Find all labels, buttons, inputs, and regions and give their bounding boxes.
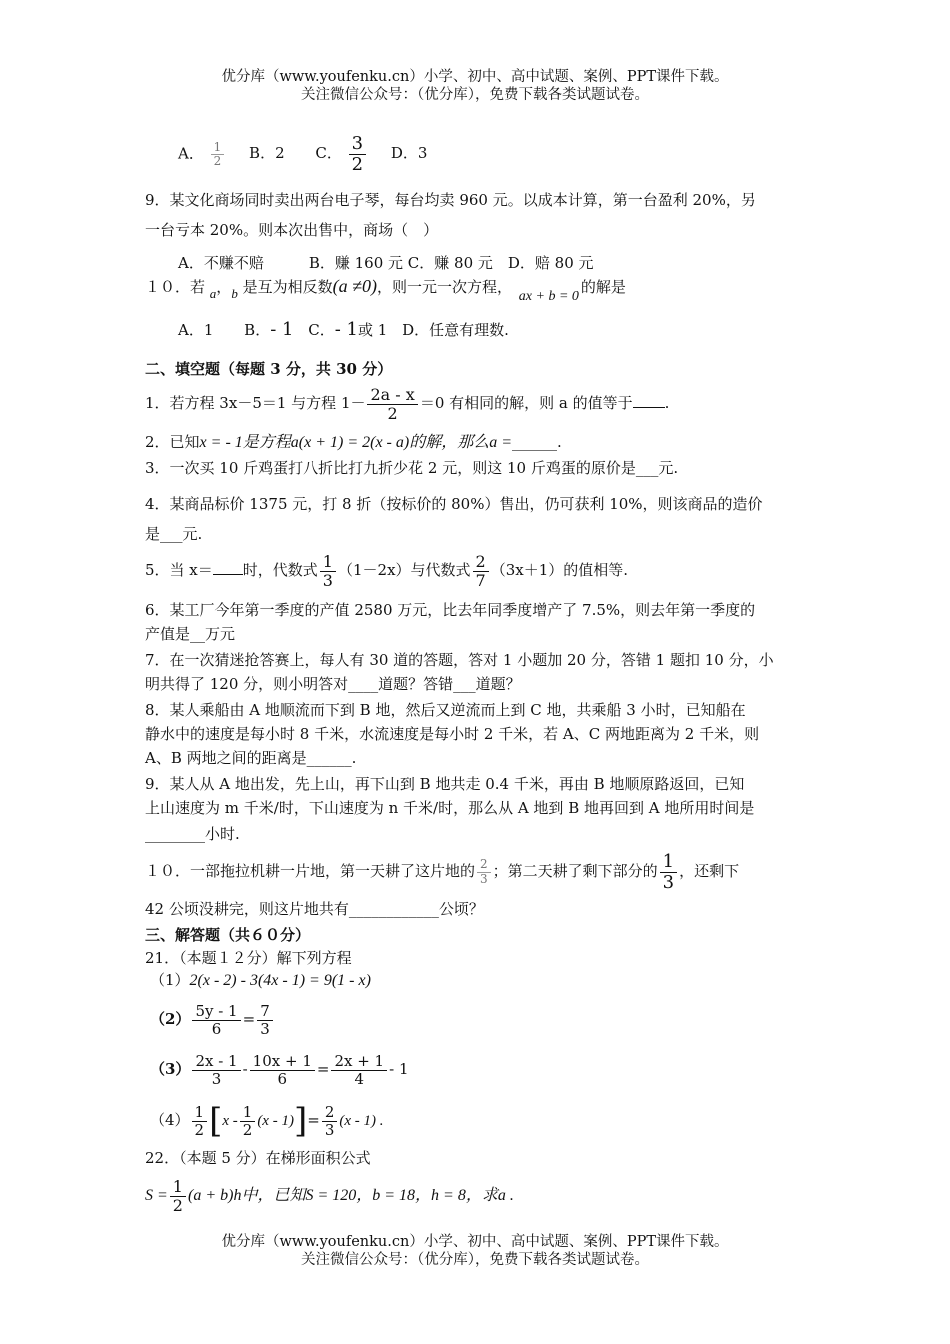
fill-q5 (145, 546, 810, 594)
q9-line-1: 9．某文化商场同时卖出两台电子琴，每台均卖 960 元。以成本计算，第一台盈利 20%，另 (145, 191, 756, 209)
q21-part-4-tail: (x - 1) . (339, 1113, 384, 1129)
q10-condition: (a ≠0) (332, 276, 377, 296)
q21-part-3-op-1: - (242, 1060, 248, 1078)
q21-part-4 (150, 1096, 815, 1145)
q21-part-3-fraction-2 (250, 1053, 315, 1087)
q21-part-4-denominator-1: 2 (194, 1120, 205, 1139)
q10-option-b-label: B． (244, 321, 271, 339)
fill-q7-line-2: 明共得了 120 分，则小明答对____道题？答错___道题？ (145, 675, 521, 693)
fill-q1-fraction (367, 386, 417, 422)
q10-mid2: ，则一元一次方程， (376, 278, 512, 296)
fill-q5-mid2: （1－2x）与代数式 (337, 561, 471, 579)
q10-var-b: b (231, 286, 238, 301)
footer-line-2: 关注微信公众号：（优分库），免费下载各类试题试卷。 (301, 1252, 649, 1268)
q8-c-denominator: 2 (351, 153, 364, 175)
fill-q10-line-2: 42 公顷没耕完，则这片地共有____________公顷？ (145, 900, 484, 918)
fill-q5-fraction-2 (473, 553, 489, 589)
q21-part-4-label: （4） (150, 1111, 190, 1129)
fill-q5-blank (213, 574, 243, 575)
fill-q3: 3．一次买 10 斤鸡蛋打八折比打九折少花 2 元，则这 10 斤鸡蛋的原价是___元. (145, 459, 679, 477)
fill-q5-numerator-1: 1 (320, 553, 336, 572)
q21-part-3-denominator-2: 6 (277, 1069, 288, 1088)
fill-q2-pre: 2．已知 (145, 433, 200, 451)
q21-part-4-fraction-2 (240, 1104, 256, 1138)
q21-part-4-fraction-3 (322, 1104, 338, 1138)
q21-title: 21．（本题１２分）解下列方程 (145, 949, 352, 967)
fill-q1-denominator: 2 (387, 403, 398, 423)
q21-part-3 (150, 1046, 815, 1092)
fill-q10-fraction-2 (660, 852, 677, 893)
q8-option-a-label: A． (178, 144, 204, 163)
q22-formula-post: (a + b)h中，已知S = 120，b = 18，h = 8，求a . (187, 1187, 514, 1204)
left-bracket-icon: [ (209, 1101, 223, 1141)
q9-line-2: 一台亏本 20%。则本次出售中，商场（ ） (145, 221, 439, 239)
q21-part-1-label: （1） (150, 971, 190, 989)
q21-part-3-denominator-3: 4 (354, 1069, 365, 1088)
q21-part-3-op-2: = (316, 1060, 330, 1078)
q8-option-d: D．3 (390, 144, 428, 163)
q21-part-3-numerator-3: 2x + 1 (331, 1053, 387, 1071)
q8-option-b: B．2 (249, 144, 285, 163)
fill-q6-line-1: 6．某工厂今年第一季度的产值 2580 万元，比去年同季度增产了 7.5%，则去年第一季度的 (145, 601, 756, 619)
q8-option-c-fraction (349, 134, 366, 175)
fill-q5-denominator-1: 3 (322, 570, 333, 590)
footer-line-1: 优分库（www.youfenku.cn）小学、初中、高中试题、案例、PPT课件下载。 (221, 1234, 729, 1250)
fill-q8-line-2: 静水中的速度是每小时 8 千米，水流速度是每小时 2 千米，若 A、C 两地距离为 2 千米，则 (145, 725, 760, 743)
fill-q10-numerator-2: 1 (660, 852, 677, 873)
q21-part-2-denominator-1: 6 (211, 1019, 222, 1038)
fill-q5-denominator-2: 7 (475, 570, 486, 590)
q21-part-3-denominator-1: 3 (211, 1069, 222, 1088)
fill-q10-mid: ；第二天耕了剩下部分的 (492, 862, 658, 880)
q10-var-a: a (209, 286, 217, 301)
fill-q8-line-1: 8．某人乘船由 A 地顺流而下到 B 地，然后又逆流而上到 C 地，共乘船 3 小时，已知船在 (145, 701, 746, 719)
q21-part-4-numerator-3: 2 (322, 1104, 338, 1122)
fill-q10-denominator-1: 3 (480, 871, 488, 886)
fill-q5-mid1: 时，代数式 (242, 561, 318, 579)
q9-options: A．不赚不赔 B．赚 160 元 C．赚 80 元 D．赔 80 元 (178, 254, 594, 272)
fill-q10-fraction-1 (477, 858, 491, 885)
fill-q10-post: ，还剩下 (679, 862, 740, 880)
fill-q8-line-3: A、B 两地之间的距离是______. (145, 749, 357, 767)
q21-part-4-inner-2: (x - 1) (257, 1113, 294, 1129)
fill-q5-fraction-1 (320, 553, 336, 589)
fill-q1 (145, 380, 810, 426)
fill-q1-pre: 1．若方程 3x－5＝1 与方程 1－ (145, 394, 366, 412)
q21-part-3-tail: - 1 (389, 1060, 409, 1078)
q21-part-2-numerator-1: 5y - 1 (192, 1003, 240, 1021)
fill-q1-numerator: 2a - x (367, 386, 417, 405)
q8-options (178, 134, 843, 175)
fill-q1-blank (633, 407, 665, 408)
q21-part-4-denominator-2: 2 (242, 1120, 253, 1139)
q21-part-2-fraction-2 (257, 1003, 273, 1037)
q8-option-c-label: C． (315, 144, 342, 163)
q10-option-c-suffix: 或 1 (358, 321, 388, 339)
fill-q2 (145, 432, 810, 453)
q10-stem (145, 274, 810, 304)
q10-equation: ax + b = 0 (518, 289, 579, 304)
fill-q4-line-2: 是___元. (145, 525, 203, 543)
q21-part-2-denominator-2: 3 (260, 1019, 270, 1038)
q21-part-4-numerator-1: 1 (192, 1104, 208, 1122)
q22-fraction (170, 1178, 186, 1214)
q10-suffix: 的解是 (580, 278, 626, 296)
q21-part-2-numerator-2: 7 (257, 1003, 273, 1021)
q21-part-3-label: （3） (150, 1060, 191, 1078)
q22-numerator: 1 (170, 1178, 186, 1197)
q8-a-numerator: 1 (211, 141, 225, 155)
header-line-2: 关注微信公众号：（优分库），免费下载各类试题试卷。 (301, 87, 649, 103)
fill-q9-line-1: 9．某人从 A 地出发，先上山，再下山到 B 地共走 0.4 千米，再由 B 地顺原路返回，已知 (145, 775, 745, 793)
q10-mid: 是互为相反数 (242, 278, 333, 296)
fill-q10-pre: １０．一部拖拉机耕一片地，第一天耕了这片地的 (145, 862, 476, 880)
fill-q5-numerator-2: 2 (473, 553, 489, 572)
q21-part-2-label: （2） (150, 1010, 191, 1028)
header-line-1: 优分库（www.youfenku.cn）小学、初中、高中试题、案例、PPT课件下载。 (221, 69, 729, 85)
fill-q5-pre: 5．当 x＝ (145, 561, 213, 579)
q21-part-2-eq: = (242, 1010, 256, 1028)
q10-prefix: １０．若 (145, 278, 206, 296)
q21-part-3-fraction-1 (192, 1053, 240, 1087)
q10-option-d: D．任意有理数. (402, 321, 509, 339)
q10-option-c-value: - 1 (334, 319, 358, 340)
q8-c-numerator: 3 (349, 134, 366, 155)
q21-part-1-equation: 2(x - 2) - 3(4x - 1) = 9(1 - x) (189, 972, 371, 989)
q22-title: 22．（本题 5 分）在梯形面积公式 (145, 1149, 371, 1167)
q10-sep: ， (216, 278, 232, 296)
fill-q2-math: x = - 1是方程a(x + 1) = 2(x - a)的解，那么a = (199, 434, 513, 451)
q22-formula-pre: S = (145, 1187, 168, 1204)
q10-options (178, 320, 843, 340)
fill-q10-denominator-2: 3 (662, 871, 675, 893)
q21-part-1 (150, 970, 815, 991)
section-3-title: 三、解答题（共６０分） (145, 926, 311, 944)
q21-part-4-eq: = (307, 1111, 320, 1129)
q22-denominator: 2 (172, 1195, 183, 1215)
fill-q10 (145, 848, 810, 894)
q10-option-b-value: - 1 (270, 319, 294, 340)
q21-part-4-denominator-3: 3 (324, 1120, 335, 1139)
q10-option-c-label: C． (308, 321, 335, 339)
q8-a-denominator: 2 (213, 153, 222, 168)
q10-option-a: A．1 (178, 321, 214, 339)
q21-part-4-inner: x - (222, 1113, 238, 1129)
q21-part-3-fraction-3 (331, 1053, 387, 1087)
q22-formula (145, 1172, 810, 1219)
fill-q4-line-1: 4．某商品标价 1375 元，打 8 折（按标价的 80%）售出，仍可获利 10%，则该商品的造价 (145, 495, 763, 513)
q21-part-2-fraction-1 (192, 1003, 240, 1037)
fill-q6-line-2: 产值是__万元 (145, 625, 236, 643)
fill-q9-line-2: 上山速度为 m 千米/时，下山速度为 n 千米/时，那么从 A 地到 B 地再回到 A 地所用时间是 (145, 799, 755, 817)
fill-q2-blank: ______ (512, 433, 558, 451)
fill-q2-end: . (557, 433, 562, 451)
right-bracket-icon: ] (293, 1101, 308, 1141)
fill-q5-post: （3x＋1）的值相等. (490, 561, 629, 579)
fill-q7-line-1: 7．在一次猜迷抢答赛上，每人有 30 道的答题，答对 1 小题加 20 分，答错 1 题扣 10 分，小 (145, 651, 774, 669)
fill-q10-numerator-1: 2 (477, 858, 491, 872)
q21-part-3-numerator-1: 2x - 1 (192, 1053, 240, 1071)
q21-part-4-numerator-2: 1 (240, 1104, 256, 1122)
fill-q1-post: ＝0 有相同的解，则 a 的值等于 (419, 394, 633, 412)
q8-option-a-fraction (211, 141, 225, 168)
q21-part-3-numerator-2: 10x + 1 (250, 1053, 315, 1071)
fill-q1-end: . (664, 394, 670, 412)
fill-q9-line-3: ________小时. (145, 825, 240, 843)
q21-part-4-fraction-1 (192, 1104, 208, 1138)
section-2-title: 二、填空题（每题 3 分，共 30 分） (145, 360, 393, 378)
q21-part-2 (150, 996, 815, 1042)
